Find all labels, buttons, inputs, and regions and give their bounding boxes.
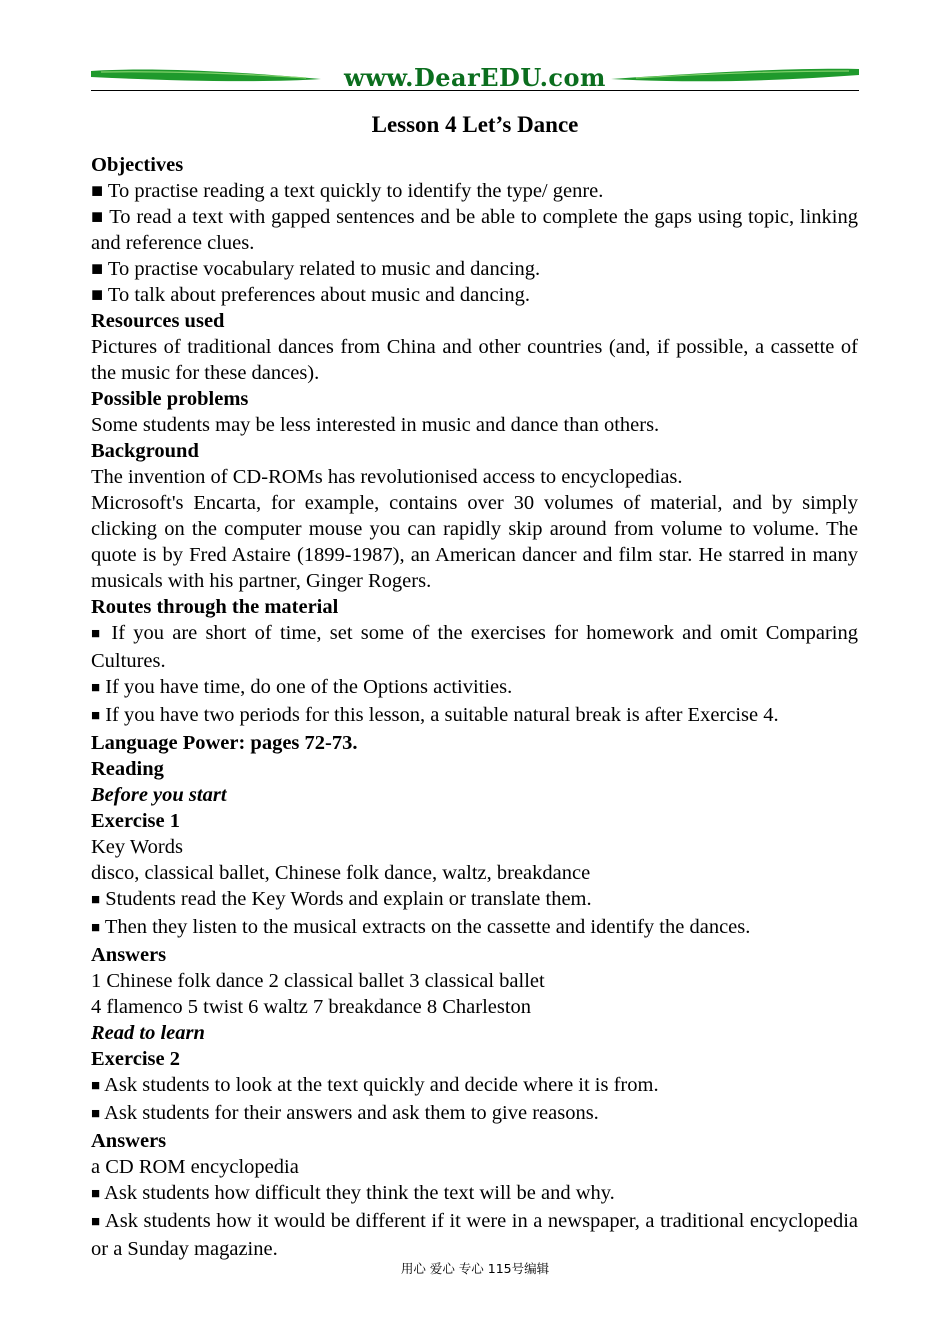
answers-heading: Answers [91,1130,167,1152]
exercise-1-heading: Exercise 1 [91,810,180,832]
square-bullet-icon: ■ [91,1078,101,1094]
routes-item: ■ If you are short of time, set some of the exercises for homework and omit Comparing Cultures. [91,622,859,672]
exercise-2-item: ■ Ask students how difficult they think the text will be and why. [91,1182,615,1204]
lesson-title: Lesson 4 Let’s Dance [371,112,579,137]
exercise-2-heading: Exercise 2 [91,1048,180,1070]
routes-item: ■ If you have time, do one of the Options activities. [91,676,513,698]
problems-text: Some students may be less interested in music and dance than others. [91,414,660,436]
exercise-2-item: ■ Ask students to look at the text quickly and decide where it is from. [91,1074,659,1096]
background-paragraph: Microsoft's Encarta, for example, contains over 30 volumes of material, and by simply clicking on the computer mouse you can rapidly skip around from volume to volume. The quote is by Fred Astaire (1899-1987), an American dancer and film star. He starred in many musicals with his partner, Ginger Rogers. [91,492,858,592]
square-bullet-icon: ■ [91,626,104,642]
answer-text: a CD ROM encyclopedia [91,1156,299,1178]
square-bullet-icon: ■ [91,1214,101,1230]
routes-heading: Routes through the material [91,596,339,618]
objective-item: ■ To read a text with gapped sentences and be able to complete the gaps using topic, linking and reference clues. [91,206,858,254]
exercise-2-item: ■ Ask students how it would be different if it were in a newspaper, a traditional encyclopedia or a Sunday magazine. [91,1210,858,1260]
routes-item: ■ If you have two periods for this lesson, a suitable natural break is after Exercise 4. [91,704,779,726]
objective-item: ■ To talk about preferences about music and dancing. [91,284,530,306]
square-bullet-icon: ■ [91,920,101,936]
objective-item: ■ To practise vocabulary related to music and dancing. [91,258,541,280]
square-bullet-icon: ■ [91,284,104,306]
page-footer: 用心 爱心 专心 115号编辑 [400,1261,550,1276]
square-bullet-icon: ■ [91,892,101,908]
exercise-1-item: ■ Students read the Key Words and explain or translate them. [91,888,592,910]
square-bullet-icon: ■ [91,206,104,228]
key-words-label: Key Words [91,836,183,858]
square-bullet-icon: ■ [91,258,104,280]
document-body [91,152,858,1262]
resources-text: Pictures of traditional dances from China and other countries (and, if possible, a cassette of the music for these dances). [91,336,858,384]
language-power-heading: Language Power: pages 72-73. [91,732,358,754]
objective-item: ■ To practise reading a text quickly to identify the type/ genre. [91,180,604,202]
square-bullet-icon: ■ [91,1186,101,1202]
background-paragraph: The invention of CD-ROMs has revolutionised access to encyclopedias. [91,466,683,488]
square-bullet-icon: ■ [91,680,101,696]
background-heading: Background [91,440,199,462]
before-you-start-heading: Before you start [91,784,227,806]
objectives-heading: Objectives [91,154,184,176]
answers-line: 1 Chinese folk dance 2 classical ballet 3 classical ballet [91,970,545,992]
site-url-logo: www.DearEDU.com [344,63,606,92]
reading-heading: Reading [91,758,164,780]
key-words-list: disco, classical ballet, Chinese folk dance, waltz, breakdance [91,862,591,884]
read-to-learn-heading: Read to learn [91,1022,205,1044]
square-bullet-icon: ■ [91,708,101,724]
square-bullet-icon: ■ [91,1106,101,1122]
exercise-2-item: ■ Ask students for their answers and ask them to give reasons. [91,1102,599,1124]
exercise-1-item: ■ Then they listen to the musical extracts on the cassette and identify the dances. [91,916,751,938]
answers-heading: Answers [91,944,167,966]
square-bullet-icon: ■ [91,180,104,202]
header-divider [91,90,859,91]
resources-heading: Resources used [91,310,225,332]
answers-line: 4 flamenco 5 twist 6 waltz 7 breakdance 8 Charleston [91,996,532,1018]
problems-heading: Possible problems [91,388,249,410]
